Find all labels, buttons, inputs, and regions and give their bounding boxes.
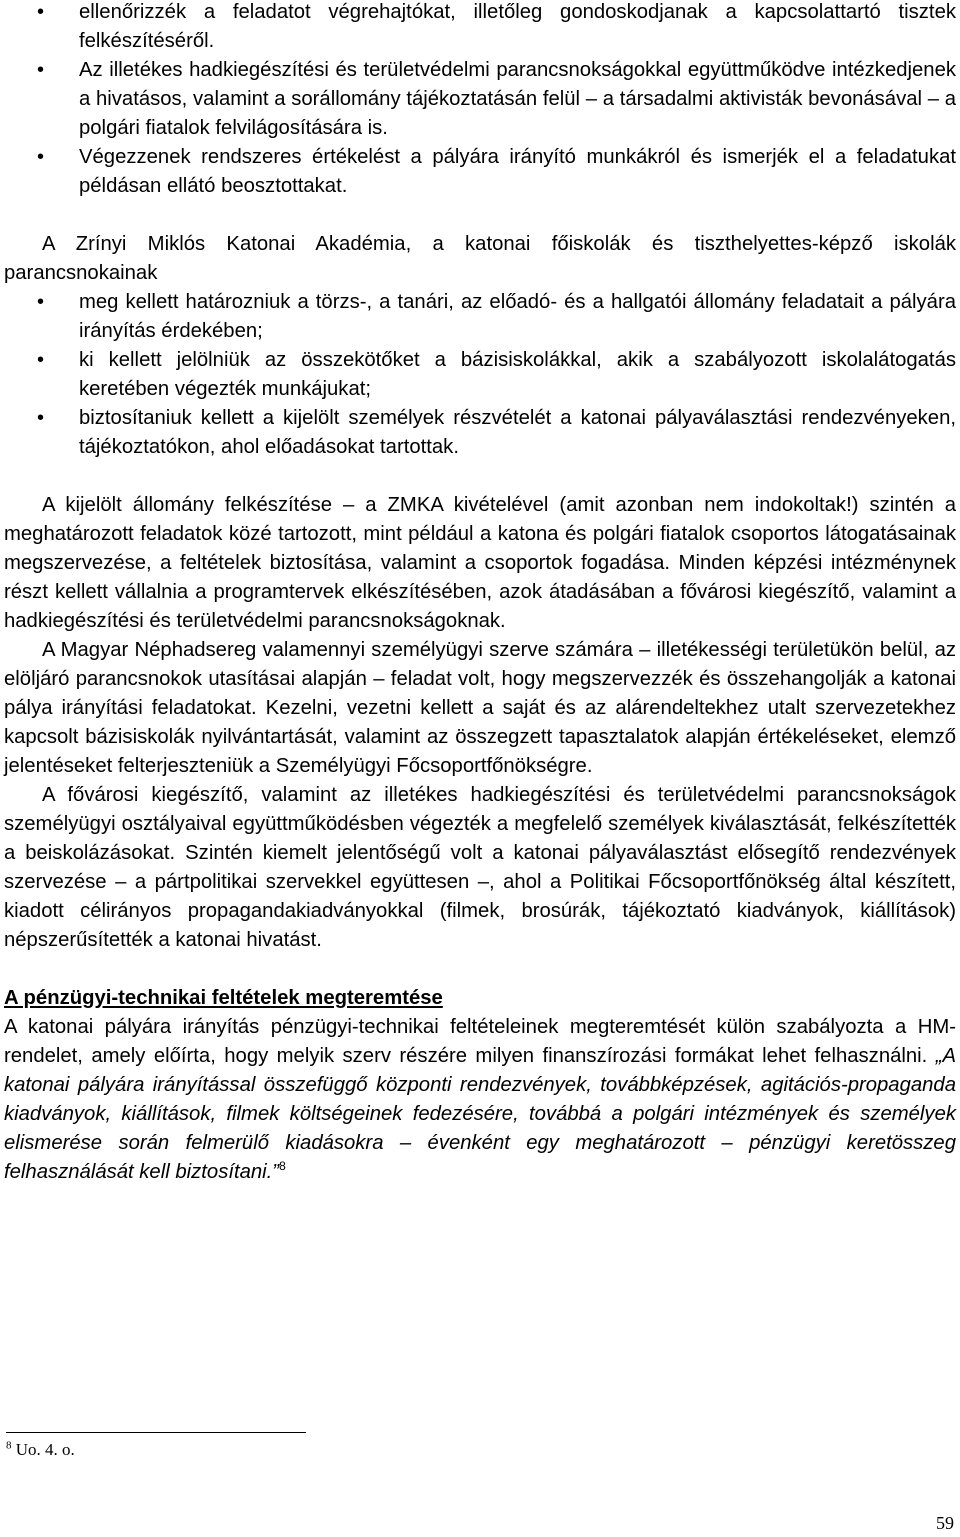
paragraph: A fővárosi kiegészítő, valamint az illetékes hadkiegészítési és területvédelmi parancsnokságok személyügyi osztályaival együttműködésben végezték a megfelelő személyek kiválasztását, felkészítették a beiskolázásokat. Szintén kiemelt jelentőségű volt a katonai pályaválasztást elősegítő rendezvények szervezése – a pártpolitikai szervekkel együttesen –, ahol a Politikai Főcsoportfőnökség által készített, kiadott célirányos propagandakiadványokkal (filmek, brosúrák, tájékoztató kiadványok, kiállítások) népszerűsítették a katonai hivatást. xyxy=(4,784,956,951)
list-item: • ellenőrizzék a feladatot végrehajtókat, illetőleg gondoskodjanak a kapcsolattartó tisztek felkészítéséről. xyxy=(0,0,960,56)
page-number: 59 xyxy=(936,1513,954,1533)
list-item: • Az illetékes hadkiegészítési és területvédelmi parancsnokságokkal együttműködve intézkedjenek a hivatásos, valamint a sorállomány tájékoztatásán felül – a társadalmi aktivisták bevonásával – a polgári fiatalok felvilágosítására is. xyxy=(0,56,960,143)
list-item: • meg kellett határozniuk a törzs-, a tanári, az előadó- és a hallgatói állomány feladatait a pályára irányítás érdekében; xyxy=(0,288,960,346)
footnote-text: Uo. 4. o. xyxy=(11,1440,75,1459)
bullet-icon: • xyxy=(37,59,45,81)
footnote-divider xyxy=(6,1432,306,1433)
section-heading: A pénzügyi-technikai feltételek megteremtése xyxy=(4,987,443,1009)
list-item: • ki kellett jelölniük az összekötőket a bázisiskolákkal, akik a szabályozott iskolalátogatás keretében végezték munkájukat; xyxy=(0,346,960,404)
bullet-icon: • xyxy=(37,146,45,168)
list-item: • Végezzenek rendszeres értékelést a pályára irányító munkákról és ismerjék el a feladatukat példásan ellátó beosztottakat. xyxy=(0,143,960,201)
paragraph: A Magyar Néphadsereg valamennyi személyügyi szerve számára – illetékességi területükön belül, az elöljáró parancsnokok utasításai alapján – feladat volt, hogy megszervezzék és összehangolják a katonai pálya irányítási feladatokat. Kezelni, vezetni kellett a saját és az alárendeltekhez utalt szervezetekhez kapcsolt bázisiskolák nyilvántartását, valamint az összegzett tapasztalatok alapján értékeléseket, elemző jelentéseket felterjeszteniük a Személyügyi Főcsoportfőnökségre. xyxy=(4,639,956,777)
footnote xyxy=(6,1440,75,1460)
bullet-list-zma xyxy=(0,288,960,462)
bullet-icon: • xyxy=(37,291,45,313)
bullet-icon: • xyxy=(37,349,45,371)
bullet-icon: • xyxy=(37,1,45,23)
bullet-list-top xyxy=(0,0,960,201)
footnote-reference: 8 xyxy=(279,1159,286,1174)
quote: „A katonai pályára irányítással összefüggő központi rendezvények, továbbképzések, agitációs-propaganda kiadványok, kiállítások, filmek költségeinek fedezésére, továbbá a polgári intézmények és személyek elismerése során felmerülő kiadásokra – évenként egy meghatározott – pénzügyi keretösszeg felhasználását kell biztosítani.” xyxy=(4,1045,956,1183)
intro-paragraph: A Zrínyi Miklós Katonai Akadémia, a katonai főiskolák és tiszthelyettes-képző iskolák parancsnokainak xyxy=(4,233,956,284)
list-item: • biztosítaniuk kellett a kijelölt személyek részvételét a katonai pályaválasztási rendezvényeken, tájékoztatókon, ahol előadásokat tartottak. xyxy=(0,404,960,462)
paragraph: A kijelölt állomány felkészítése – a ZMKA kivételével (amit azonban nem indokoltak!) szintén a meghatározott feladatok közé tartozott, mint például a katona és polgári fiatalok csoportos látogatásainak megszervezése, a feltételek biztosítása, valamint a csoportok fogadása. Minden képzési intézménynek részt kellett vállalnia a programtervek elkészítésében, azok átadásában a fővárosi kiegészítő, valamint a hadkiegészítési és területvédelmi parancsnokságoknak. xyxy=(4,494,956,632)
final-paragraph: A katonai pályára irányítás pénzügyi-technikai feltételeinek megteremtését külön szabályozta a HM-rendelet, amely előírta, hogy melyik szerv részére milyen finanszírozási formákat lehet felhasználni. „A katonai pályára irányítással összefüggő központi rendezvények, továbbképzések, agitációs-propaganda kiadványok, kiállítások, filmek költségeinek fedezésére, továbbá a polgári intézmények és személyek elismerése során felmerülő kiadásokra – évenként egy meghatározott – pénzügyi keretösszeg felhasználását kell biztosítani.”$^8$ xyxy=(4,1016,956,1183)
footnote-number: 8 xyxy=(6,1439,12,1452)
bullet-icon: • xyxy=(37,407,45,429)
